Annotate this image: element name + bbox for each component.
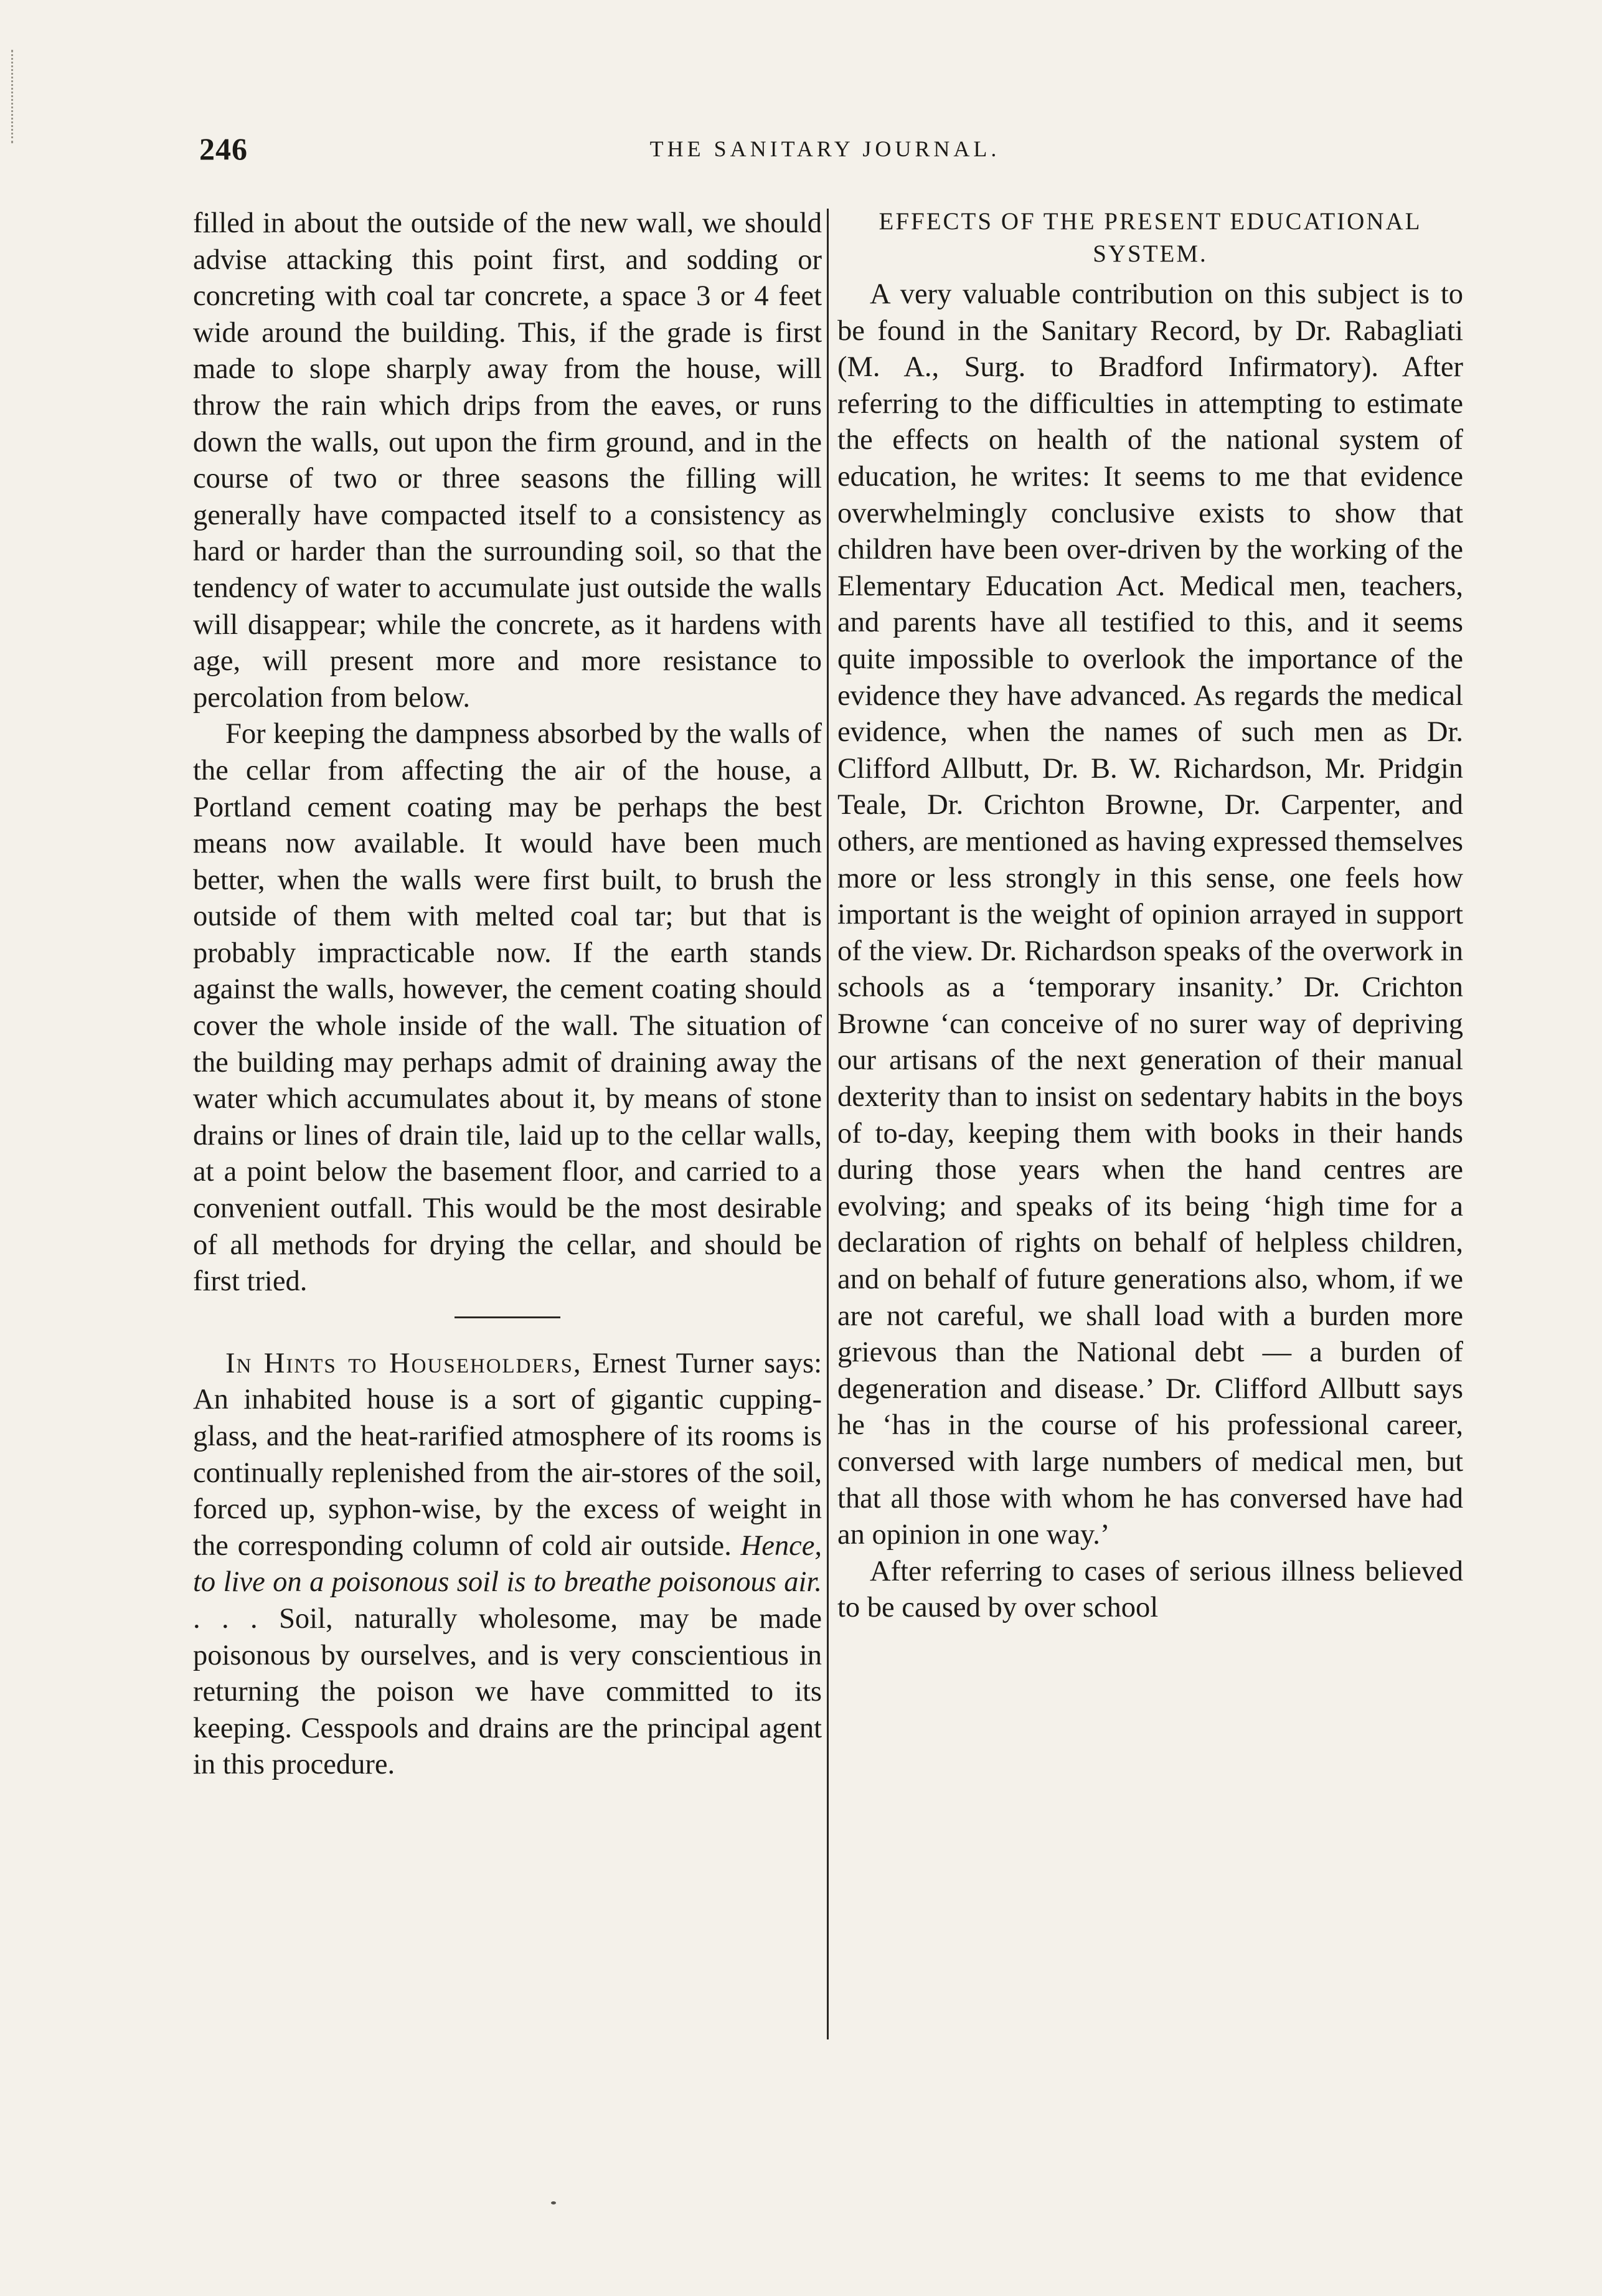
left-paragraph-2: For keeping the dampness absorbed by the walls of the cellar from affecting the air of the house, a Portland cement coating may be perhaps the best means now available. It would have been much better, when the walls were first built, to brush the outside of them with melted coal tar; but that is probably impracticable now. If the earth stands against the walls, however, the cement coating should cover the whole inside of the wall. The situation of the building may perhaps admit of draining away the water which accumulates about it, by means of stone drains or lines of drain tile, laid up to the cellar walls, at a point below the basement floor, and carried to a convenient outfall. This would be the most desirable of all methods for drying the cellar, and should be first tried. — [193, 718, 822, 1298]
column-divider — [827, 209, 829, 2039]
page-header — [187, 131, 1463, 181]
hints-tail: . . . Soil, naturally wholesome, may be made poisonous by ourselves, and is very conscientious in returning the poison we have committed to its keeping. Cesspools and drains are the principal agent in this procedure. — [193, 1602, 822, 1781]
running-head: THE SANITARY JOURNAL. — [649, 136, 1001, 161]
left-paragraph-1: filled in about the outside of the new wall, we should advise attacking this point first, and sodding or concreting with coal tar concrete, a space 3 or 4 feet wide around the building. This, if the grade is first made to slope sharply away from the house, will throw the rain which drips from the eaves, or runs down the walls, out upon the firm ground, and in the course of two or three seasons the filling will generally have compacted itself to a consistency as hard or harder than the surrounding soil, so that the tendency of water to accumulate just outside the walls will disappear; while the concrete, as it hardens with age, will present more and more resistance to percolation from below. — [193, 207, 822, 714]
margin-marks — [11, 50, 17, 143]
hints-lead: In Hints to Householders, — [225, 1347, 582, 1379]
right-column — [837, 206, 1463, 1627]
article-heading: EFFECTS OF THE PRESENT EDUCATIONAL SYSTEM. — [879, 208, 1422, 267]
left-paragraph-3 — [193, 1346, 822, 1783]
hints-text: Ernest Turner says: An inhabited house is a sort of gigantic cupping-glass, and the heat-rarified atmosphere of its rooms is continually replenished from the air-stores of the soil, forced up, syphon-wise, by the excess of weight in the corresponding column of cold air outside. — [193, 1347, 822, 1562]
left-column — [193, 206, 822, 1783]
page-number: 246 — [199, 131, 248, 166]
right-paragraph-2: After referring to cases of serious illness believed to be caused by over school — [837, 1555, 1463, 1624]
ink-smudge — [551, 2201, 556, 2204]
right-paragraph-1: A very valuable contribution on this subject is to be found in the Sanitary Record, by Dr. Rabagliati (M. A., Surg. to Bradford Infirmatory). After referring to the difficulties in attempting to estimate the effects on health of the national system of education, he writes: It seems to me that evidence overwhelmingly conclusive exists to show that children have been over-driven by the working of the Elementary Education Act. Medical men, teachers, and parents have all testified to this, and it seems quite impossible to overlook the importance of the evidence they have advanced. As regards the medical evidence, when the names of such men as Dr. Clifford Allbutt, Dr. B. W. Richardson, Mr. Pridgin Teale, Dr. Crichton Browne, Dr. Carpenter, and others, are mentioned as having expressed themselves more or less strongly in this sense, one feels how important is the weight of opinion arrayed in support of the view. Dr. Richardson speaks of the overwork in schools as a ‘temporary insanity.’ Dr. Crichton Browne ‘can conceive of no surer way of depriving our artisans of the next generation of their manual dexterity than to insist on sedentary habits in the boys of to-day, keeping them with books in their hands during those years when the hand centres are evolving; and speaks of its being ‘high time for a declaration of rights on behalf of helpless children, and on behalf of future generations also, whom, if we are not careful, we shall load with a burden more grievous than the National debt — a burden of degeneration and disease.’ Dr. Clifford Allbutt says he ‘has in the course of his professional career, conversed with large numbers of medical men, but that all those with whom he has conversed have had an opinion in one way.’ — [837, 278, 1463, 1551]
hints-italic: Hence, to live on a poisonous soil is to breathe poisonous air. — [193, 1529, 822, 1599]
section-divider-rule — [455, 1316, 560, 1318]
